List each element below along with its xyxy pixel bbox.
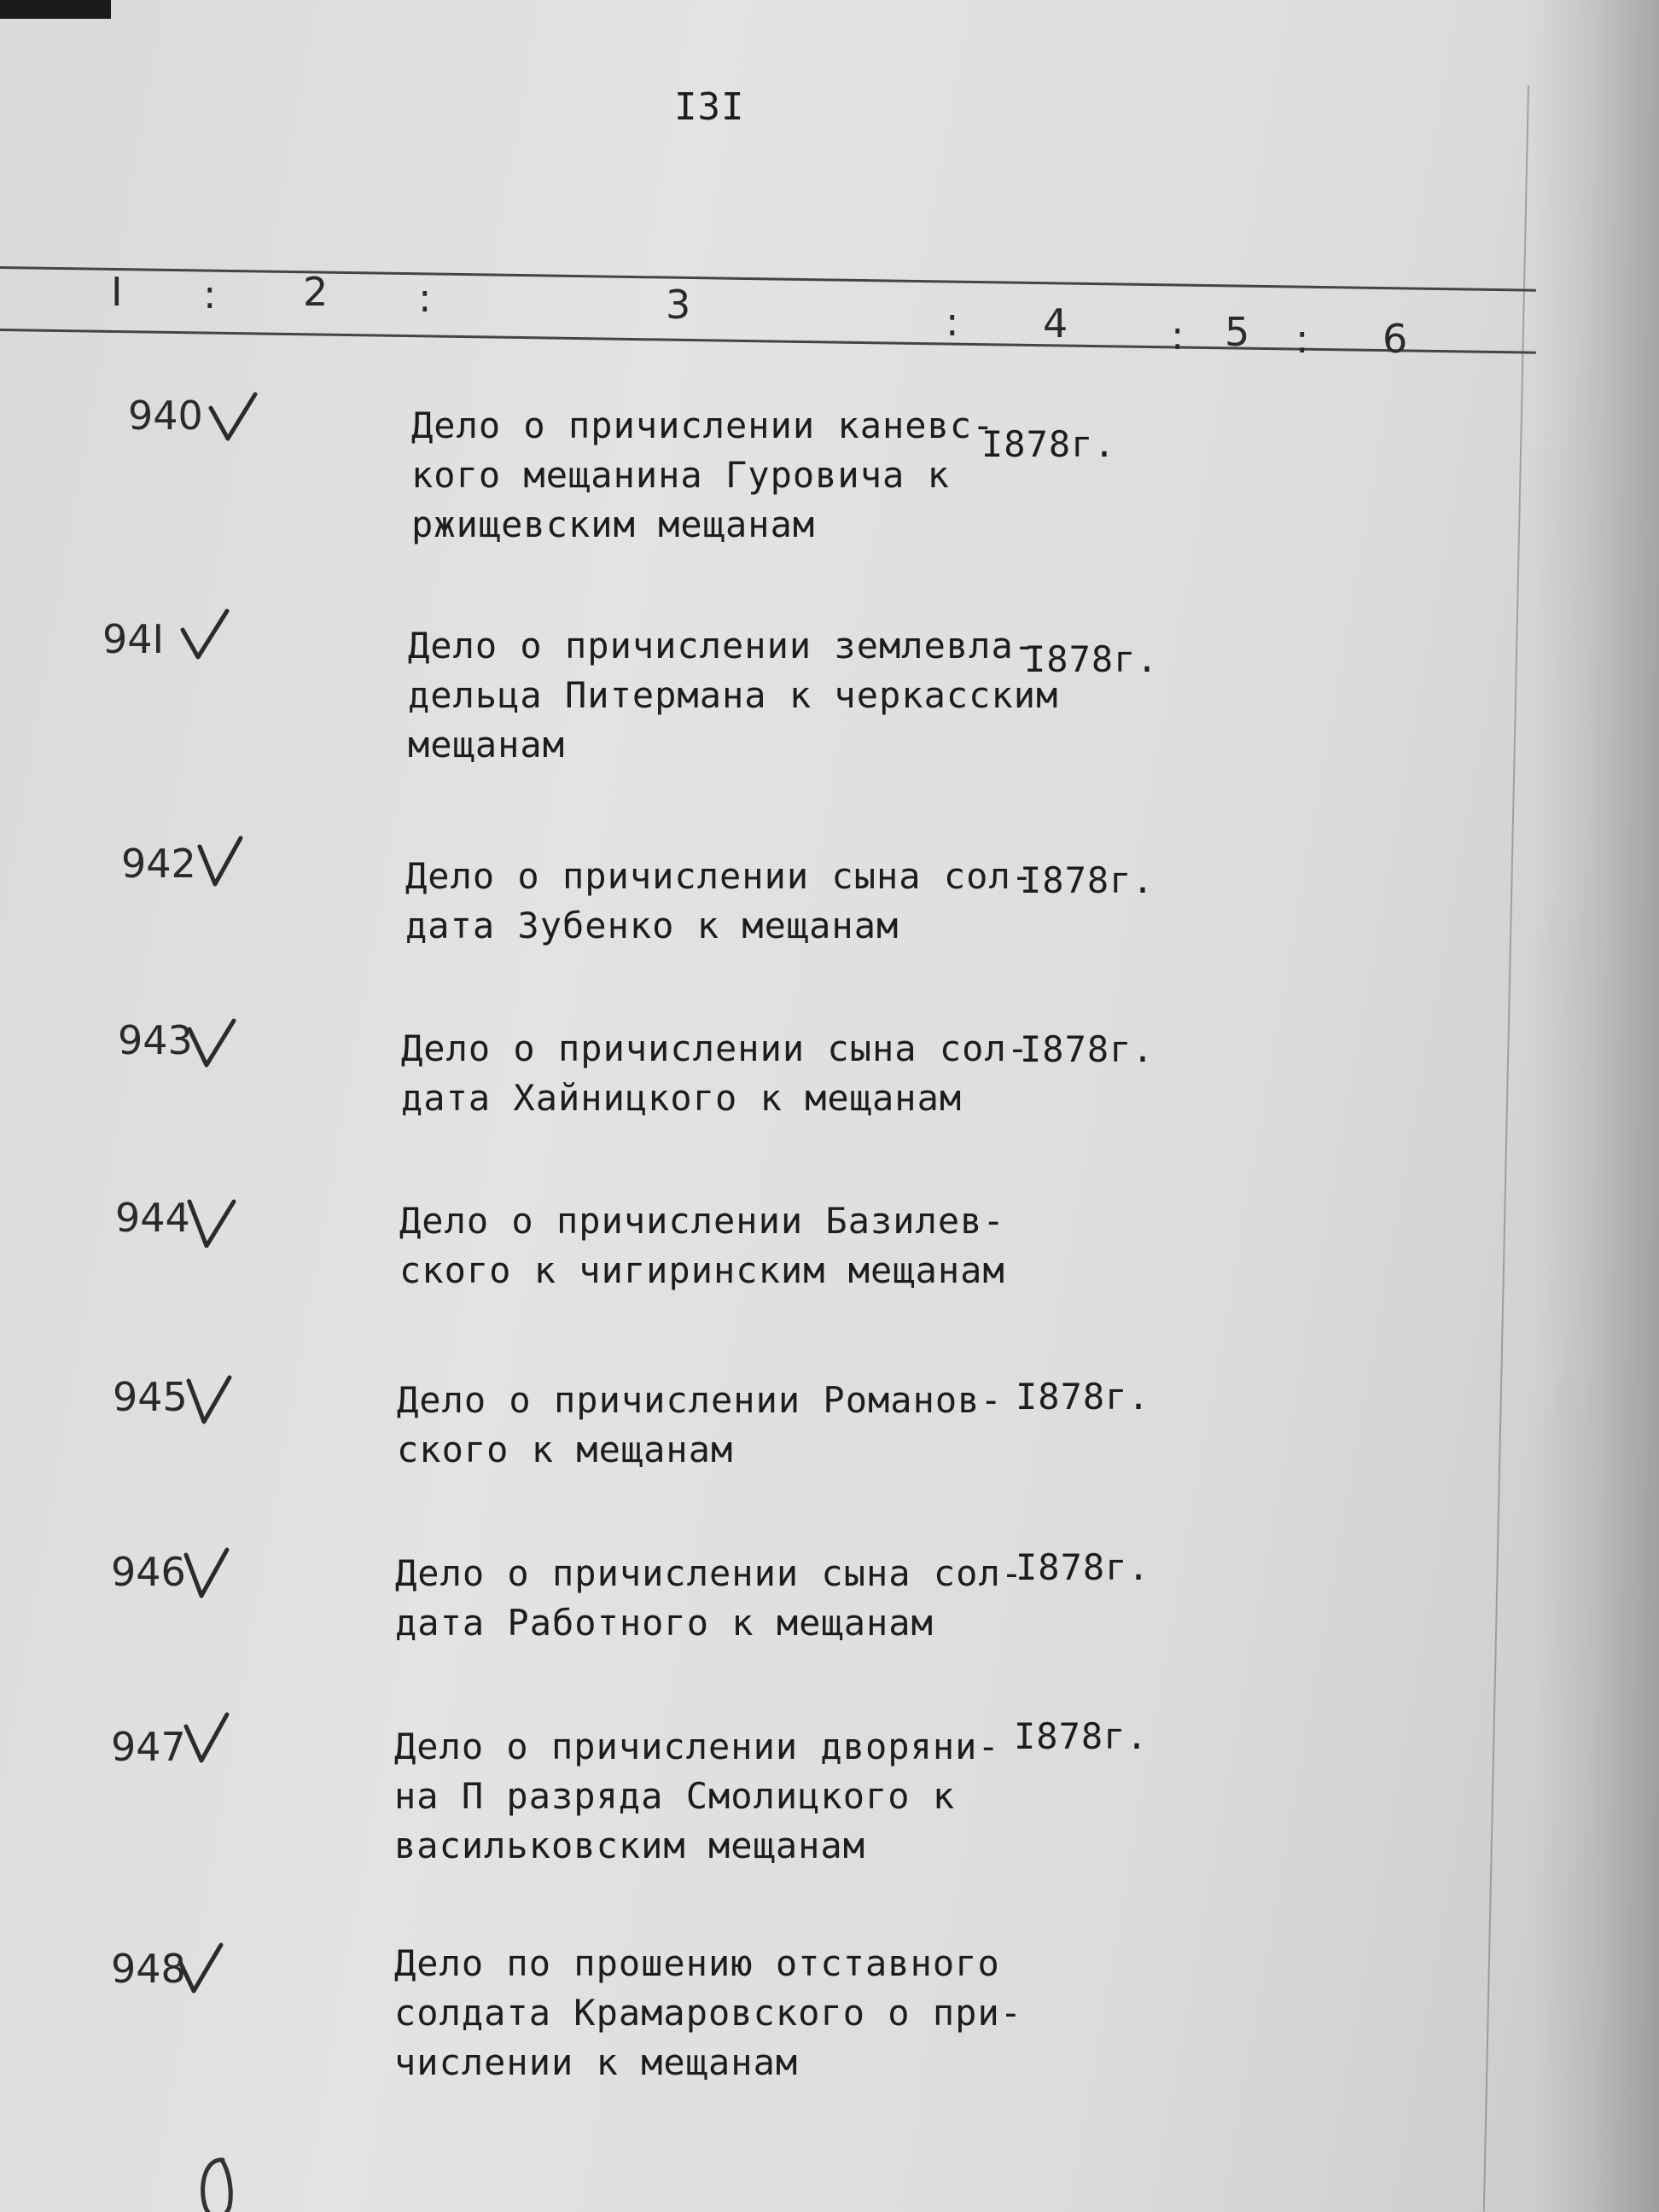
entry-number: 948 bbox=[111, 1946, 186, 1992]
entry-line: числении к мещанам bbox=[394, 2041, 799, 2083]
column-separator: : bbox=[1295, 316, 1309, 362]
entry-number: 947 bbox=[111, 1724, 186, 1770]
entry-year: I878г. bbox=[1020, 859, 1155, 901]
checkmark-icon bbox=[175, 1941, 226, 1994]
entry-line: Дело по прошению отставного bbox=[394, 1942, 1000, 1984]
page-number: I3I bbox=[674, 85, 745, 129]
top-left-mark bbox=[0, 0, 111, 19]
entry-line: Дело о причислении дворяни- bbox=[394, 1726, 1000, 1767]
column-header-2: 2 bbox=[303, 269, 329, 315]
checkmark-icon bbox=[207, 391, 259, 444]
entry-line: кого мещанина Гуровича к bbox=[411, 454, 950, 496]
entry-number: 945 bbox=[113, 1374, 188, 1420]
entry-line: Дело о причислении Романов- bbox=[397, 1379, 1003, 1421]
checkmark-icon bbox=[183, 1372, 235, 1425]
checkmark-icon bbox=[186, 1016, 237, 1068]
entry-description bbox=[399, 1196, 1005, 1295]
entry-year: I878г. bbox=[981, 423, 1116, 465]
entry-line: Дело о причислении каневс- bbox=[411, 405, 995, 446]
entry-number: 944 bbox=[115, 1195, 190, 1241]
column-header-6: 6 bbox=[1382, 316, 1408, 362]
entry-description bbox=[395, 1549, 1023, 1648]
entry-description bbox=[408, 621, 1058, 770]
entry-line: ского к мещанам bbox=[397, 1429, 734, 1470]
column-header-3: 3 bbox=[666, 282, 691, 328]
entry-year: I878г. bbox=[1016, 1376, 1150, 1417]
entry-line: ржищевским мещанам bbox=[411, 504, 816, 545]
page-edge-shadow bbox=[1531, 0, 1659, 2212]
column-header-4: 4 bbox=[1043, 300, 1068, 346]
entry-line: дельца Питермана к черкасским bbox=[408, 674, 1059, 716]
entry-line: дата Хайницкого к мещанам bbox=[401, 1077, 963, 1119]
entry-year: I878г. bbox=[1014, 1715, 1149, 1757]
entry-number: 94I bbox=[102, 616, 165, 662]
column-separator: : bbox=[1171, 312, 1185, 358]
column-header-5: 5 bbox=[1225, 309, 1250, 355]
entry-year: I878г. bbox=[1016, 1546, 1150, 1588]
entry-number: 940 bbox=[128, 393, 203, 439]
header-rule-top bbox=[0, 266, 1536, 292]
entry-line: на П разряда Смолицкого к bbox=[394, 1775, 956, 1817]
checkmark-icon bbox=[179, 608, 230, 661]
entry-line: солдата Крамаровского о при- bbox=[394, 1992, 1023, 2034]
checkmark-icon bbox=[186, 1195, 237, 1248]
entry-line: Дело о причислении сына сол- bbox=[395, 1552, 1024, 1594]
checkmark-icon bbox=[181, 1546, 232, 1599]
page-edge-line bbox=[1483, 85, 1529, 2211]
column-header-1: I bbox=[111, 269, 123, 315]
entry-line: дата Работного к мещанам bbox=[395, 1602, 934, 1644]
entry-line: дата Зубенко к мещанам bbox=[405, 905, 899, 946]
entry-year: I878г. bbox=[1024, 638, 1159, 680]
entry-description bbox=[411, 401, 994, 550]
entry-line: Дело о причислении сына сол- bbox=[401, 1027, 1030, 1069]
entry-number: 943 bbox=[118, 1017, 193, 1063]
entry-description bbox=[401, 1024, 1029, 1123]
handwritten-mark bbox=[192, 2155, 243, 2212]
entry-description bbox=[394, 1722, 1000, 1871]
entry-line: мещанам bbox=[408, 724, 566, 765]
checkmark-icon bbox=[195, 835, 246, 888]
entry-line: Дело о причислении Базилев- bbox=[399, 1200, 1005, 1242]
entry-number: 942 bbox=[121, 841, 196, 887]
column-separator: : bbox=[418, 275, 432, 321]
entry-line: ского к чигиринским мещанам bbox=[399, 1249, 1005, 1291]
entry-description bbox=[394, 1939, 1022, 2087]
entry-description bbox=[405, 852, 1033, 951]
entry-year: I878г. bbox=[1020, 1028, 1155, 1070]
entry-description bbox=[397, 1376, 1003, 1475]
entry-number: 946 bbox=[111, 1549, 186, 1595]
checkmark-icon bbox=[181, 1711, 232, 1764]
column-separator: : bbox=[946, 299, 959, 345]
column-separator: : bbox=[203, 271, 217, 317]
entry-line: Дело о причислении сына сол- bbox=[405, 855, 1034, 897]
entry-line: васильковским мещанам bbox=[394, 1825, 866, 1866]
entry-line: Дело о причислении землевла- bbox=[408, 625, 1037, 667]
